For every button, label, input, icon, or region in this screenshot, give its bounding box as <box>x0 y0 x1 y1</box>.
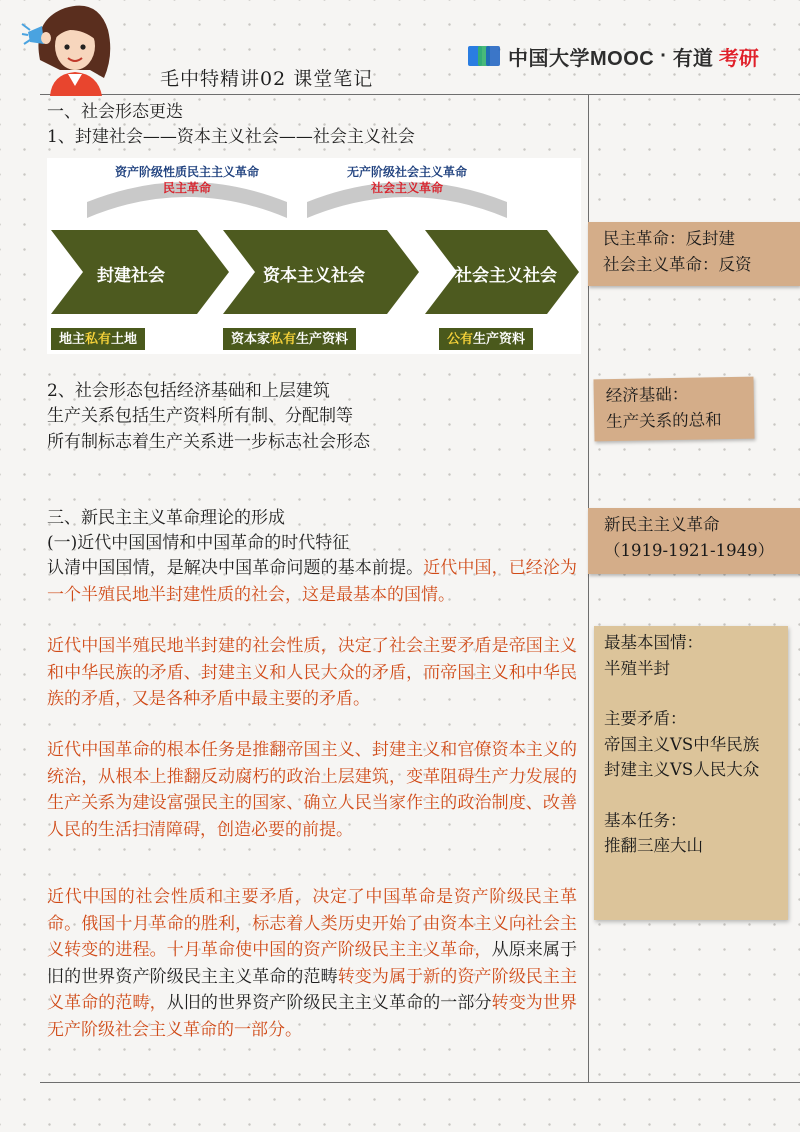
paragraph-fundamental-task: 近代中国革命的根本任务是推翻帝国主义、封建主义和官僚资本主义的统治，从根本上推翻反动腐朽的政治上层建筑，变革阻碍生产力发展的生产关系为建设富强民主的国家、确立人民当家作主的政治制度、改善人民的生活扫清障碍，创造必要的前提。 <box>47 740 577 840</box>
note-economic-base <box>593 377 754 442</box>
note-summary <box>594 626 788 920</box>
paragraph-basic-condition <box>47 555 577 608</box>
section1-line1: 1、封建社会——资本主义社会——社会主义社会 <box>47 127 415 147</box>
note4-l4: 帝国主义VS中华民族 <box>604 734 760 754</box>
section3-subheading: (一)近代中国国情和中国革命的时代特征 <box>47 533 350 553</box>
tag-feudal-post: 土地 <box>111 331 138 346</box>
note1-line2: 社会主义革命：反资 <box>603 255 752 274</box>
section1-heading: 一、社会形态更迭 <box>47 102 183 122</box>
arc1-line1: 资产阶级性质民主主义革命 <box>114 165 259 179</box>
tag-socialist <box>439 328 533 350</box>
note3-line2: （1919-1921-1949） <box>604 541 775 560</box>
note4-l1: 最基本国情： <box>604 633 703 652</box>
p4-seg4: 从旧的世界资产阶级民主主义革命的一部分 <box>166 993 492 1013</box>
note4-l5: 封建主义VS人民大众 <box>604 760 760 779</box>
note2-line1: 经济基础： <box>605 384 689 406</box>
stage-capitalist: 资本主义社会 <box>263 266 365 285</box>
header-rule <box>40 94 800 95</box>
page-title: 毛中特精讲02 课堂笔记 <box>160 68 374 90</box>
note-revolution-targets <box>588 222 800 286</box>
note-new-democratic-revolution <box>588 508 800 574</box>
note4-l2: 半殖半封 <box>604 658 670 678</box>
mooc-logo-icon <box>466 42 502 70</box>
brand-logo <box>466 40 759 72</box>
tag-socialist-post: 生产资料 <box>473 331 526 346</box>
p4-seg2: 从原来属于旧的世界资产阶级民主主义革命的范畴 <box>47 940 578 987</box>
section2-line3: 所有制标志着生产关系进一步标志社会形态 <box>47 432 370 452</box>
note4-l7: 推翻三座大山 <box>604 836 703 855</box>
arc1-label <box>97 164 277 196</box>
tag-capitalist-post: 生产资料 <box>296 331 349 346</box>
brand-kaoyan: 考研 <box>718 47 759 70</box>
stage-socialist: 社会主义社会 <box>455 266 557 285</box>
p4-seg5: 转变为世界无产阶级社会主义革命的一部分。 <box>47 993 578 1040</box>
note4-l3: 主要矛盾： <box>604 709 687 728</box>
section2-line2: 生产关系包括生产资料所有制、分配制等 <box>47 406 353 426</box>
section3-heading: 三、新民主主义革命理论的形成 <box>47 508 285 528</box>
tag-capitalist-pre: 资本家 <box>231 331 271 346</box>
arc1-line2: 民主革命 <box>162 181 211 195</box>
note1-line1: 民主革命：反封建 <box>603 229 735 248</box>
teacher-avatar <box>20 0 130 96</box>
tag-capitalist <box>223 328 356 350</box>
p4-seg3: 转变为属于新的资产阶级民主主义革命的范畴， <box>47 966 578 1013</box>
stage-feudal: 封建社会 <box>97 266 165 285</box>
section2-line1: 2、社会形态包括经济基础和上层建筑 <box>47 381 330 401</box>
tag-feudal-pre: 地主 <box>59 331 86 346</box>
paragraph-revolution-nature <box>47 884 577 1043</box>
note4-l6: 基本任务： <box>604 810 687 830</box>
arc2-label <box>317 164 497 196</box>
p1-black: 认清中国国情，是解决中国革命问题的基本前提。 <box>47 558 424 578</box>
brand-name: 中国大学MOOC <box>508 47 655 70</box>
p1-red: 近代中国，已经沦为一个半殖民地半封建性质的社会，这是最基本的国情。 <box>47 558 578 605</box>
note2-line2: 生产关系的总和 <box>606 410 722 432</box>
paragraph-main-contradiction: 近代中国半殖民地半封建的社会性质，决定了社会主要矛盾是帝国主义和中华民族的矛盾、封建主义和人民大众的矛盾，而帝国主义和中华民族的矛盾，又是各种矛盾中最主要的矛盾。 <box>47 636 577 709</box>
footer-rule <box>40 1082 800 1083</box>
arc2-line2: 社会主义革命 <box>370 181 443 195</box>
social-form-diagram <box>47 158 581 354</box>
tag-feudal <box>51 328 145 350</box>
tag-capitalist-hl: 私有 <box>270 331 297 346</box>
note3-line1: 新民主主义革命 <box>604 515 720 534</box>
brand-youdao: 有道 <box>672 47 713 70</box>
tag-feudal-hl: 私有 <box>85 331 112 346</box>
arc2-line1: 无产阶级社会主义革命 <box>346 165 467 179</box>
p4-seg1: 近代中国的社会性质和主要矛盾，决定了中国革命是资产阶级民主革命。俄国十月革命的胜利，标志着人类历史开始了由资本主义向社会主义转变的进程。十月革命使中国的资产阶级民主主义革命， <box>47 887 577 960</box>
tag-socialist-hl: 公有 <box>447 331 474 346</box>
brand-separator: · <box>660 44 667 67</box>
